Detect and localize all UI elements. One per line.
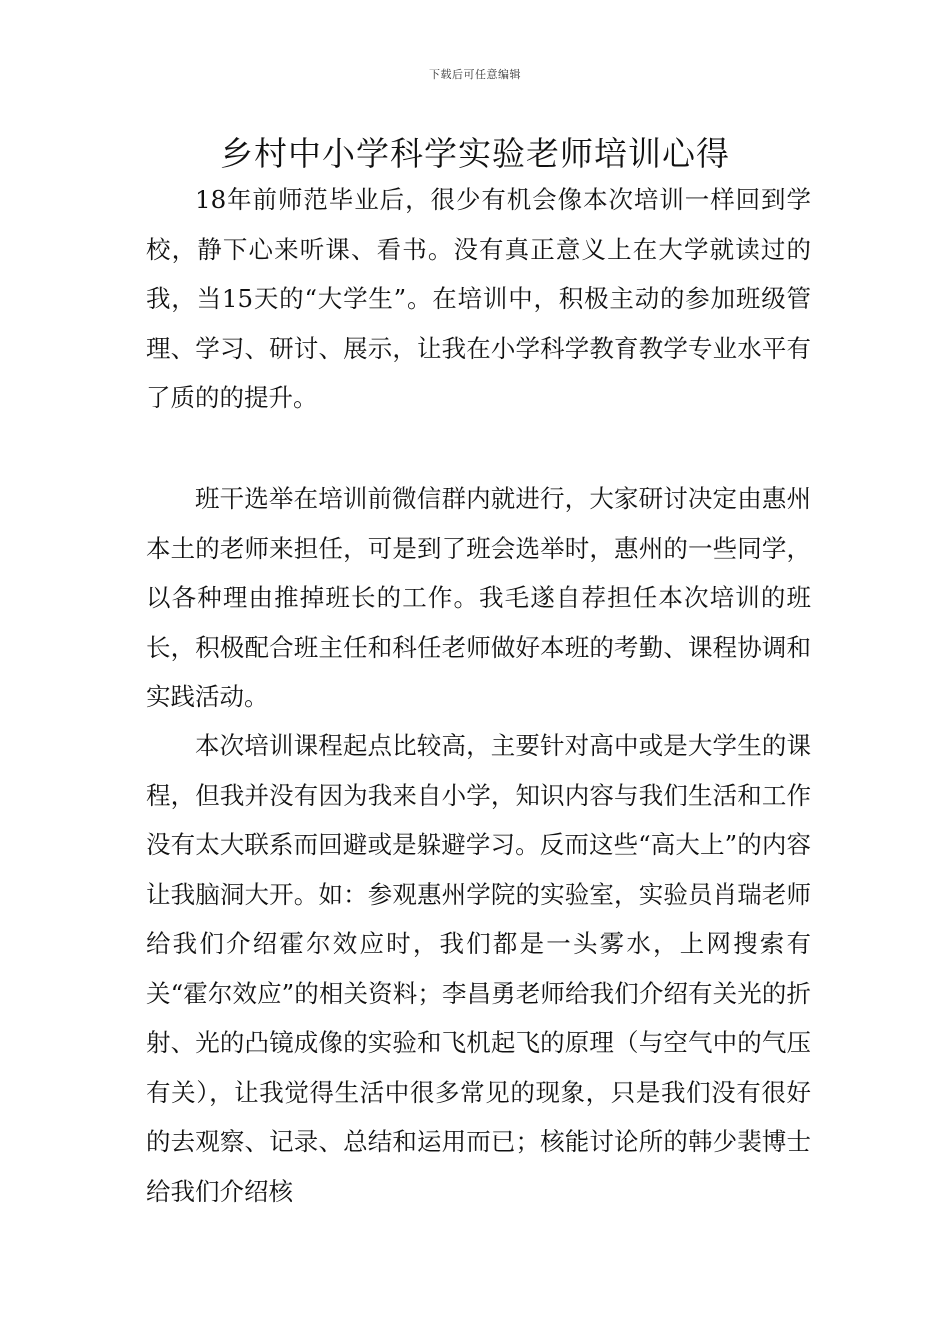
document-title: 乡村中小学科学实验老师培训心得 (220, 134, 730, 173)
paragraph-3-block (146, 721, 811, 1216)
header-note: 下载后可任意编辑 (429, 68, 521, 81)
paragraph: 本次培训课程起点比较高，主要针对高中或是大学生的课程，但我并没有因为我来自小学，知识内容与我们生活和工作没有太大联系而回避或是躲避学习。反而这些“高大上”的内容让我脑洞大开。如：参观惠州学院的实验室，实验员肖瑞老师给我们介绍霍尔效应时，我们都是一头雾水，上网搜索有关“霍尔效应”的相关资料；李昌勇老师给我们介绍有关光的折射、光的凸镜成像的实验和飞机起飞的原理（与空气中的气压有关），让我觉得生活中很多常见的现象，只是我们没有很好的去观察、记录、总结和运用而已；核能讨论所的韩少裴博士给我们介绍核 (146, 731, 811, 1206)
paragraph: 18年前师范毕业后，很少有机会像本次培训一样回到学校，静下心来听课、看书。没有真正意义上在大学就读过的我，当15天的“大学生”。在培训中，积极主动的参加班级管理、学习、研讨、展示，让我在小学科学教育教学专业水平有了质的的提升。 (146, 185, 811, 412)
paragraph: 班干选举在培训前微信群内就进行，大家研讨决定由惠州本土的老师来担任，可是到了班会选举时，惠州的一些同学，以各种理由推掉班长的工作。我毛遂自荐担任本次培训的班长，积极配合班主任和科任老师做好本班的考勤、课程协调和实践活动。 (146, 484, 811, 711)
paragraph-2-block (146, 474, 811, 722)
paragraph-1-block (146, 175, 811, 423)
